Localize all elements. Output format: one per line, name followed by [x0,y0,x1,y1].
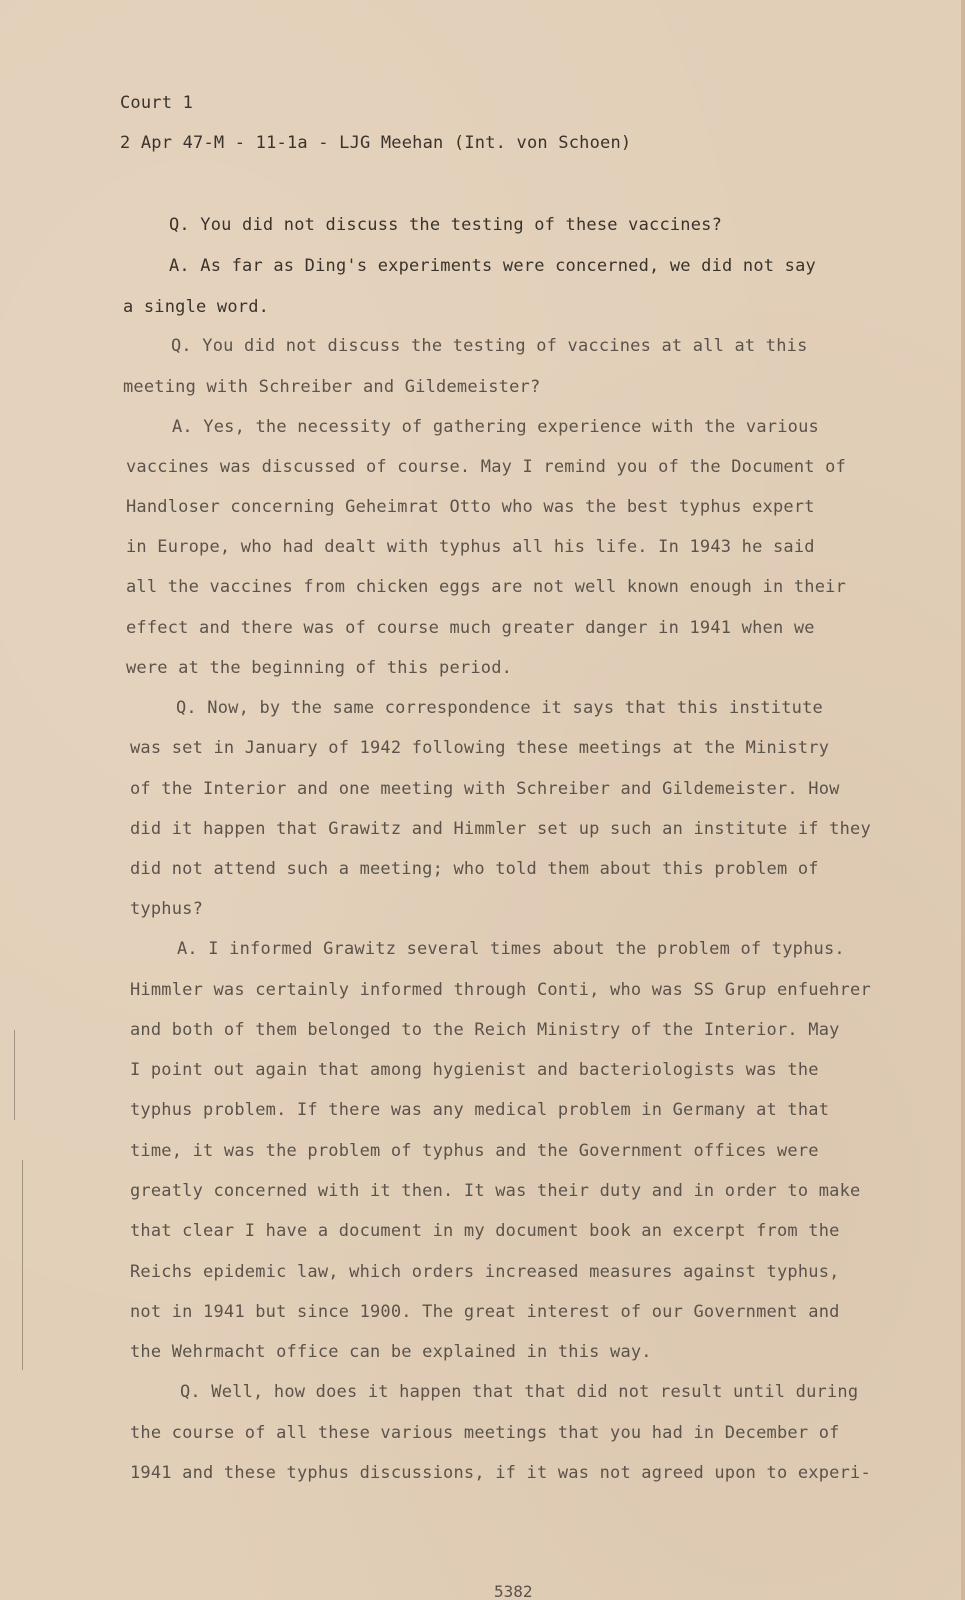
transcript-line: 1941 and these typhus discussions, if it was not agreed upon to experi- [130,1463,871,1483]
page-edge [961,0,965,1600]
court-label: Court 1 [120,93,194,113]
transcript-line: greatly concerned with it then. It was their duty and in order to make [130,1181,861,1201]
transcript-line: meeting with Schreiber and Gildemeister? [123,377,541,397]
transcript-line: the course of all these various meetings that you had in December of [130,1423,840,1443]
session-header: 2 Apr 47-M - 11-1a - LJG Meehan (Int. von Schoen) [120,133,632,153]
transcript-line: all the vaccines from chicken eggs are not well known enough in their [126,577,847,597]
transcript-line: time, it was the problem of typhus and the Government offices were [130,1141,819,1161]
transcript-line: that clear I have a document in my document book an excerpt from the [130,1221,840,1241]
transcript-line: were at the beginning of this period. [126,658,513,678]
transcript-line: did not attend such a meeting; who told them about this problem of [130,859,819,879]
transcript-line: typhus? [130,899,204,919]
transcript-line: did it happen that Grawitz and Himmler set up such an institute if they [130,819,871,839]
transcript-line: the Wehrmacht office can be explained in this way. [130,1342,652,1362]
transcript-line: not in 1941 but since 1900. The great interest of our Government and [130,1302,840,1322]
transcript-line: Q. Now, by the same correspondence it says that this institute [176,698,823,718]
transcript-line: A. Yes, the necessity of gathering experience with the various [172,417,819,437]
transcript-line: Reichs epidemic law, which orders increased measures against typhus, [130,1262,840,1282]
transcript-line: effect and there was of course much greater danger in 1941 when we [126,618,815,638]
transcript-line: Q. You did not discuss the testing of vaccines at all at this [171,336,808,356]
margin-mark [22,1160,23,1370]
transcript-line: vaccines was discussed of course. May I remind you of the Document of [126,457,847,477]
transcript-line: Himmler was certainly informed through Conti, who was SS Grup enfuehrer [130,980,871,1000]
transcript-line: in Europe, who had dealt with typhus all his life. In 1943 he said [126,537,815,557]
transcript-line: and both of them belonged to the Reich Ministry of the Interior. May [130,1020,840,1040]
transcript-line: I point out again that among hygienist and bacteriologists was the [130,1060,819,1080]
transcript-line: of the Interior and one meeting with Schreiber and Gildemeister. How [130,779,840,799]
transcript-line: a single word. [123,297,270,317]
transcript-line: Q. You did not discuss the testing of these vaccines? [169,215,723,235]
page-number: 5382 [494,1582,533,1600]
transcript-line: A. I informed Grawitz several times about the problem of typhus. [177,939,845,959]
transcript-line: A. As far as Ding's experiments were concerned, we did not say [169,256,816,276]
transcript-line: was set in January of 1942 following these meetings at the Ministry [130,738,830,758]
margin-mark [14,1030,15,1120]
transcript-line: typhus problem. If there was any medical problem in Germany at that [130,1100,830,1120]
transcript-line: Handloser concerning Geheimrat Otto who was the best typhus expert [126,497,815,517]
transcript-line: Q. Well, how does it happen that that did not result until during [180,1382,859,1402]
